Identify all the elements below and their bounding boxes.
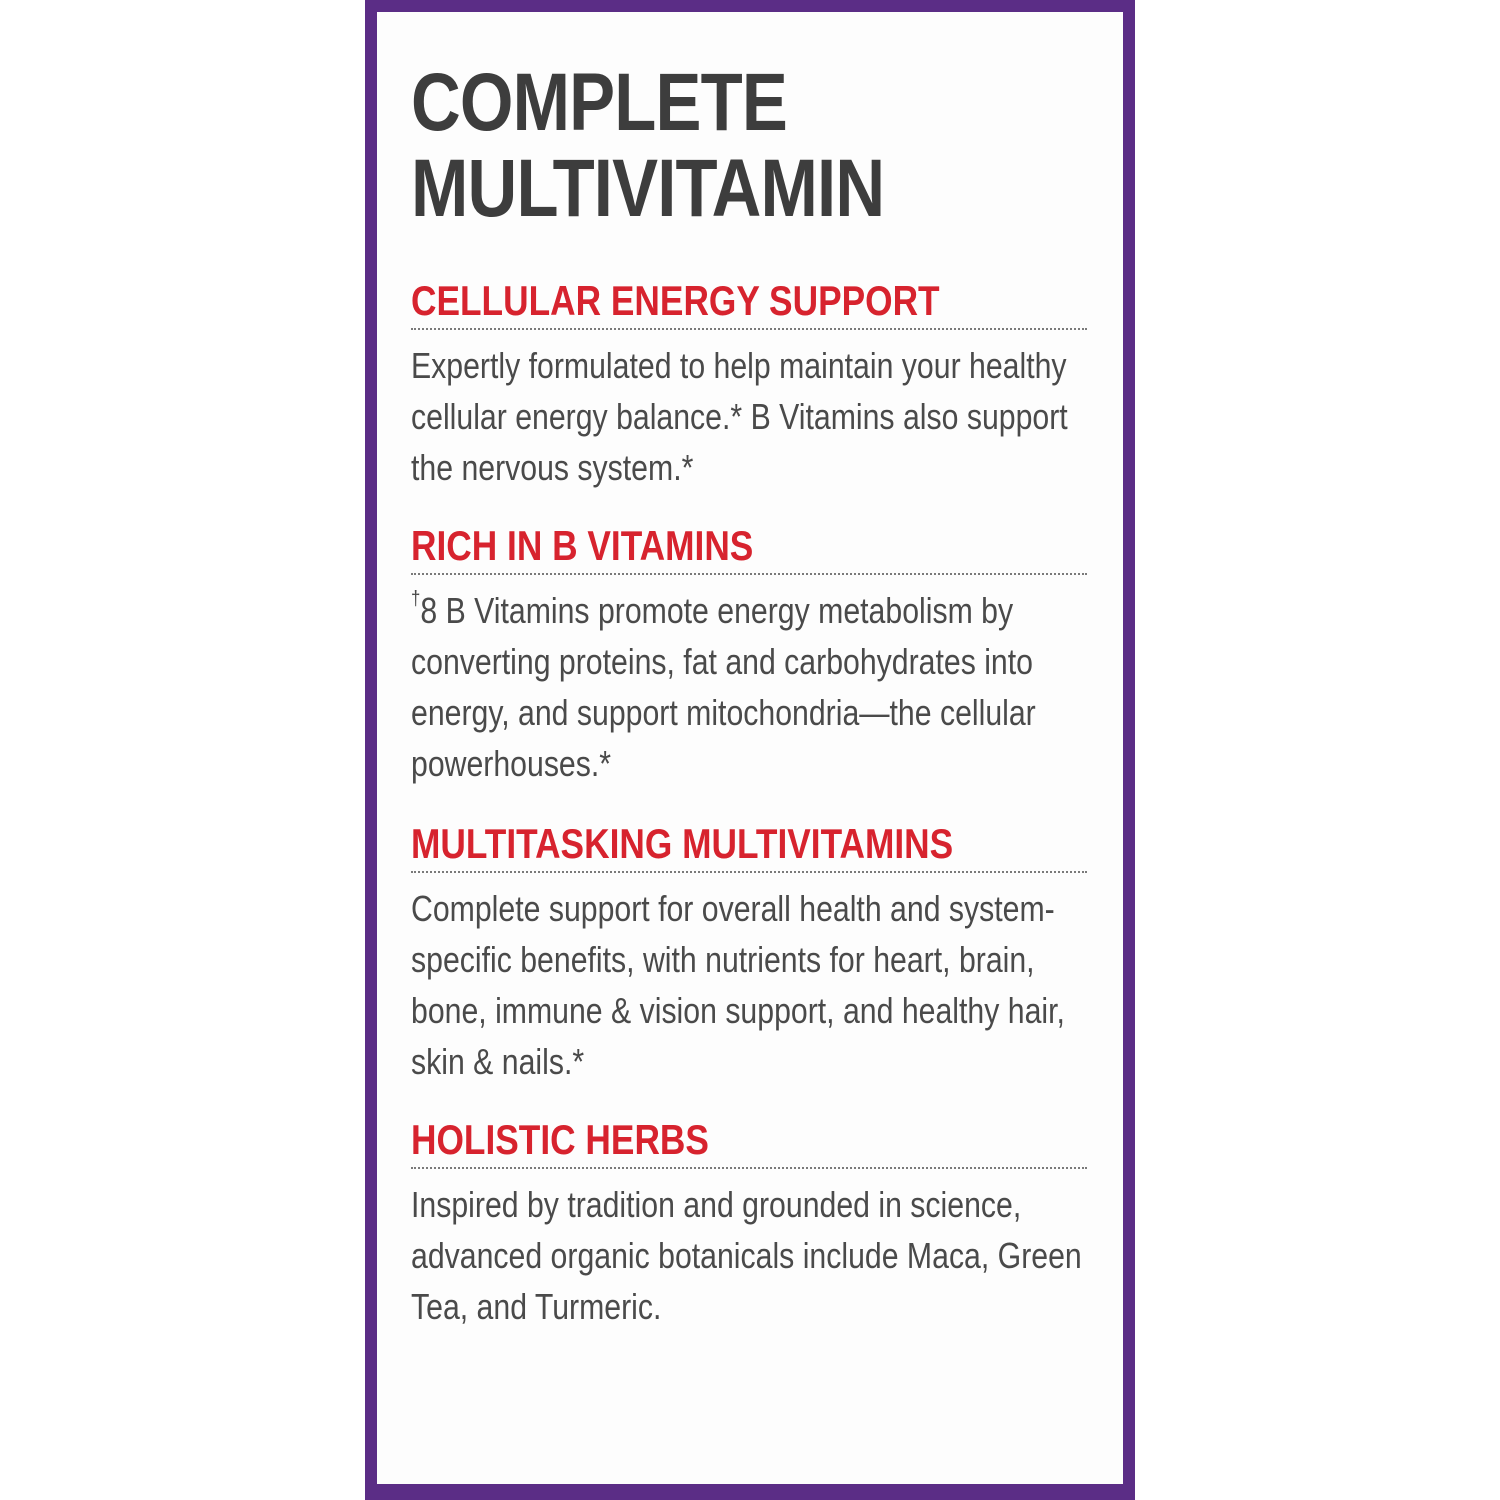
section-body: Complete support for overall health and system-specific benefits, with nutrients for heart, brain, bone, immune & vision support, and healthy hair, skin & nails.* — [411, 888, 1065, 1082]
dotted-divider — [411, 573, 1087, 575]
section-multitasking — [411, 821, 1087, 1087]
product-title — [411, 57, 982, 234]
section-body — [411, 585, 1083, 789]
product-info-panel — [365, 0, 1135, 1500]
section-heading: CELLULAR ENERGY SUPPORT — [411, 277, 940, 324]
section-body-text: 8 B Vitamins promote energy metabolism by converting proteins, fat and carbohydrates into energy, and support mitochondria—the cellular powerhouses.* — [411, 590, 1036, 784]
product-title-line-1: COMPLETE — [411, 57, 787, 148]
section-heading: HOLISTIC HERBS — [411, 1116, 709, 1163]
section-cellular-energy — [411, 278, 1087, 493]
section-heading: RICH IN B VITAMINS — [411, 522, 754, 569]
dotted-divider — [411, 328, 1087, 330]
product-title-line-2: MULTIVITAMIN — [411, 143, 885, 234]
panel-content — [411, 57, 1091, 1327]
dotted-divider — [411, 871, 1087, 873]
section-holistic-herbs — [411, 1117, 1087, 1332]
section-heading: MULTITASKING MULTIVITAMINS — [411, 820, 954, 867]
dagger-footnote-mark: † — [411, 588, 421, 610]
section-b-vitamins — [411, 523, 1087, 789]
section-body: Expertly formulated to help maintain your healthy cellular energy balance.* B Vitamins also support the nervous system.* — [411, 345, 1068, 488]
section-body: Inspired by tradition and grounded in science, advanced organic botanicals include Maca, Green Tea, and Turmeric. — [411, 1184, 1082, 1327]
dotted-divider — [411, 1167, 1087, 1169]
